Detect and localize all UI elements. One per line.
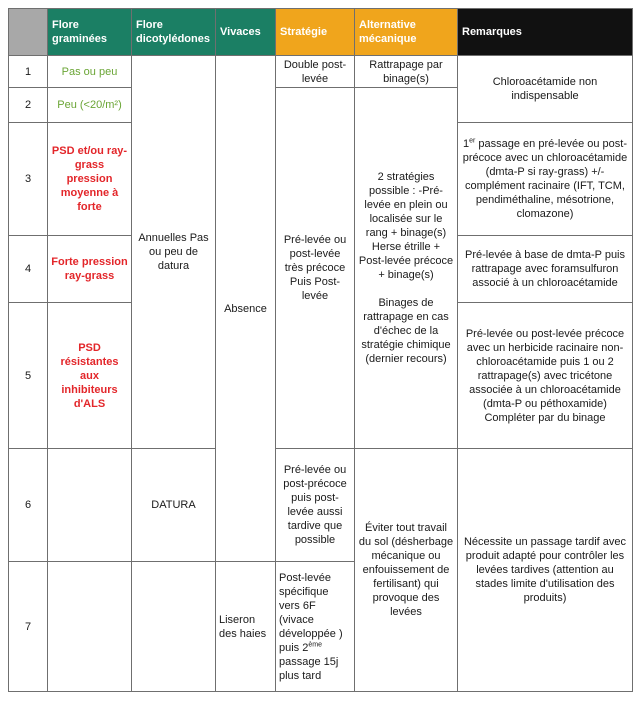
row-number: 5: [9, 303, 48, 449]
header-alternative-mecanique: Alternative mécanique: [355, 9, 458, 56]
row-number: 2: [9, 88, 48, 123]
strategie-cell: Double post-levée: [276, 56, 355, 88]
graminees-cell: [48, 449, 132, 562]
alternative-cell: Rattrapage par binage(s): [355, 56, 458, 88]
remarques-cell: [458, 123, 633, 236]
strategie-r7-post: passage 15j plus tard: [279, 655, 339, 682]
header-num: [9, 9, 48, 56]
table-row: [9, 449, 633, 562]
vivaces-cell: Absence: [216, 56, 276, 562]
row-number: 1: [9, 56, 48, 88]
header-row: [9, 9, 633, 56]
row-number: 7: [9, 562, 48, 692]
header-flore-graminees: Flore graminées: [48, 9, 132, 56]
table-row: [9, 56, 633, 88]
dicotyledones-cell: Annuelles Pas ou peu de datura: [132, 56, 216, 449]
graminees-cell: PSD et/ou ray-grass pression moyenne à forte: [48, 123, 132, 236]
strategie-r7-sup: ème: [308, 640, 322, 648]
remarques-cell: Chloroacétamide non indispensable: [458, 56, 633, 123]
strategie-cell: [276, 562, 355, 692]
dicotyledones-cell: DATURA: [132, 449, 216, 562]
graminees-cell: Pas ou peu: [48, 56, 132, 88]
graminees-cell: PSD résistantes aux inhibiteurs d'ALS: [48, 303, 132, 449]
vivaces-cell: Liseron des haies: [216, 562, 276, 692]
row-number: 6: [9, 449, 48, 562]
header-vivaces: Vivaces: [216, 9, 276, 56]
remarques-cell: Nécessite un passage tardif avec produit adapté pour contrôler les levées tardives (attention au stades limite d'utilisation des produits): [458, 449, 633, 692]
header-strategie: Stratégie: [276, 9, 355, 56]
remarques-r3-pre: 1: [462, 138, 470, 150]
remarques-cell: Pré-levée ou post-levée précoce avec un herbicide racinaire non-chloroacétamide puis 1 ou 2 rattrapage(s) avec tricétone associée à un chloroacétamide (dmta-P ou péthoxamide) Compléter par du binage: [458, 303, 633, 449]
remarques-cell: Pré-levée à base de dmta-P puis rattrapage avec foramsulfuron associé à un chloroacétamide: [458, 236, 633, 303]
header-flore-dicotyledones: Flore dicotylédones: [132, 9, 216, 56]
dicotyledones-cell: [132, 562, 216, 692]
alternative-cell: [355, 88, 458, 449]
row-number: 4: [9, 236, 48, 303]
graminees-cell: Peu (<20/m²): [48, 88, 132, 123]
herbicide-strategy-table: [8, 8, 633, 692]
remarques-r3-sup: er: [469, 137, 476, 145]
strategie-r7-pre: Post-levée spécifique vers 6F (vivace développée ) puis 2: [279, 571, 343, 654]
alternative-cell: Éviter tout travail du sol (désherbage mécanique ou enfouissement de fertilisant) qui provoque des levées: [355, 449, 458, 692]
alternative-strategies-text: 2 stratégies possible : -Pré-levée en plein ou localisée sur le rang + binage(s) Herse étrille + Post-levée précoce + binage(s): [358, 171, 454, 281]
alternative-rattrapage-text: Binages de rattrapage en cas d'échec de la stratégie chimique (dernier recours): [361, 297, 451, 365]
strategie-cell: Pré-levée ou post-levée très précoce Puis Post-levée: [276, 88, 355, 449]
remarques-r3-post: passage en pré-levée ou post-précoce avec un chloroacétamide (dmta-P si ray-grass) +/- complément racinaire (IFT, TCM, pendiméthaline, mésotrione, clomazone): [462, 138, 628, 220]
row-number: 3: [9, 123, 48, 236]
graminees-cell: [48, 562, 132, 692]
graminees-cell: Forte pression ray-grass: [48, 236, 132, 303]
header-remarques: Remarques: [458, 9, 633, 56]
strategie-cell: Pré-levée ou post-précoce puis post-levée aussi tardive que possible: [276, 449, 355, 562]
